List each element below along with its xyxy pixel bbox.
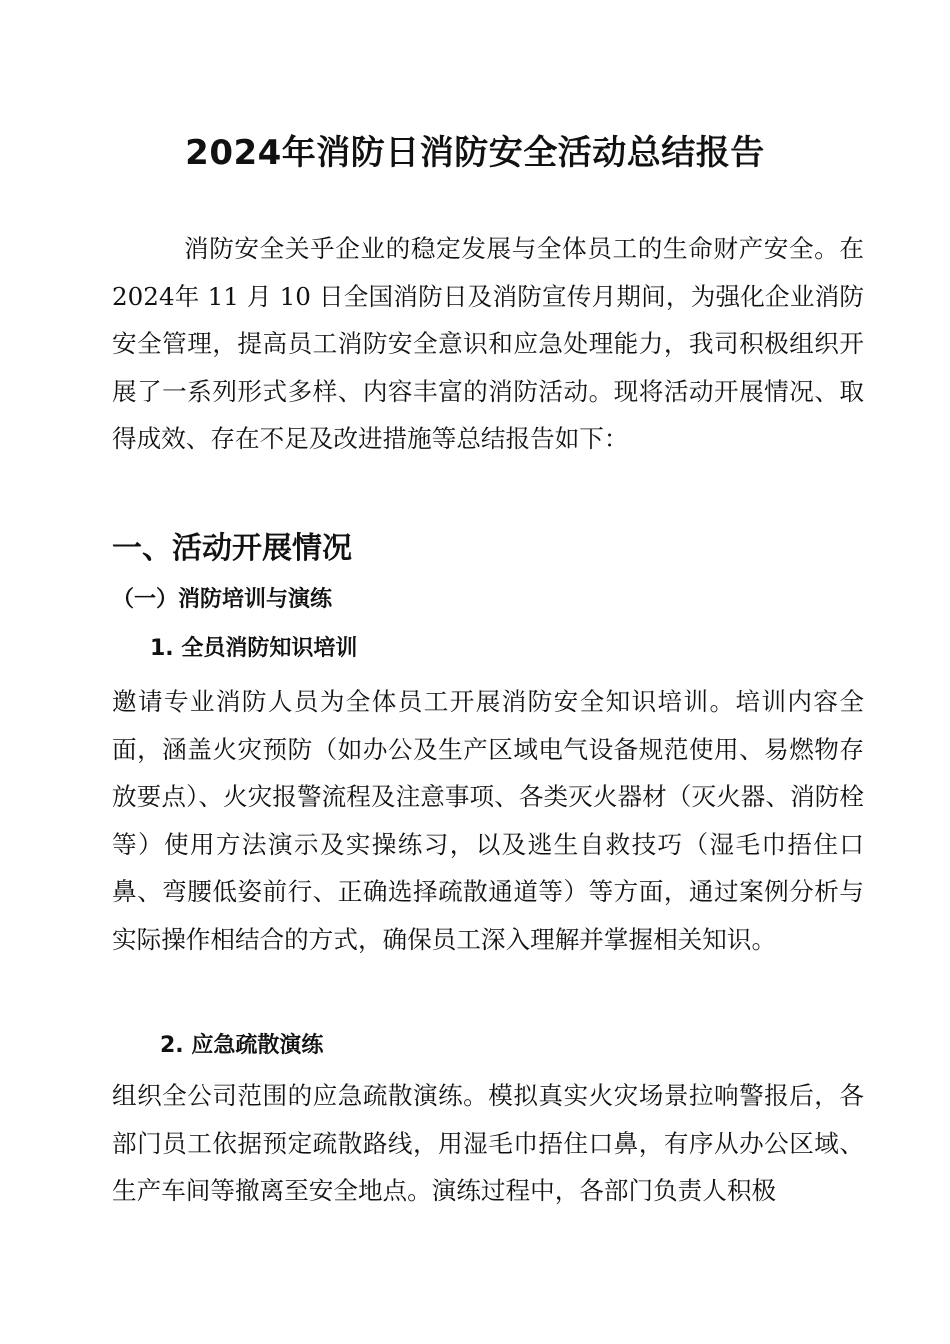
subsection-heading: （一）消防培训与演练 xyxy=(112,587,333,612)
item-heading-drill: 2. 应急疏散演练 xyxy=(160,1033,324,1058)
item-heading-training: 1. 全员消防知识培训 xyxy=(150,636,358,661)
section-heading: 一、活动开展情况 xyxy=(112,531,352,566)
training-paragraph: 邀请专业消防人员为全体员工开展消防安全知识培训。培训内容全面，涵盖火灾预防（如办公及生产区域电气设备规范使用、易燃物存放要点）、火灾报警流程及注意事项、各类灭火器材（灭火器、消防栓等）使用方法演示及实操练习，以及逃生自救技巧（湿毛巾捂住口鼻、弯腰低姿前行、正确选择疏散通道等）等方面，通过案例分析与实际操作相结合的方式，确保员工深入理解并掌握相关知识。 xyxy=(112,687,864,954)
intro-paragraph: 消防安全关乎企业的稳定发展与全体员工的生命财产安全。在 2024年 11 月 10 日全国消防日及消防宣传月期间，为强化企业消防安全管理，提高员工消防安全意识和应急处理能力，我司积极组织开展了一系列形式多样、内容丰富的消防活动。现将活动开展情况、取得成效、存在不足及改进措施等总结报告如下： xyxy=(112,234,864,453)
document-title: 2024年消防日消防安全活动总结报告 xyxy=(185,133,765,173)
drill-paragraph: 组织全公司范围的应急疏散演练。模拟真实火灾场景拉响警报后，各部门员工依据预定疏散路线，用湿毛巾捂住口鼻，有序从办公区域、生产车间等撤离至安全地点。演练过程中，各部门负责人积极 xyxy=(112,1081,864,1205)
